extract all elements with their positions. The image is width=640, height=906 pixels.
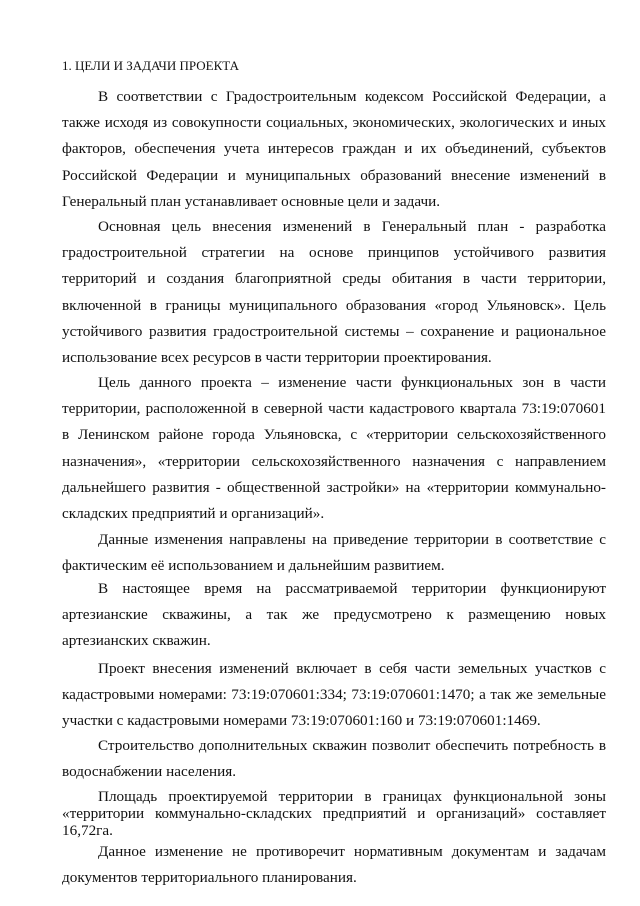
paragraph-changes-purpose: Данные изменения направлены на приведение территории в соответствие с фактическим её использованием и дальнейшим развитием. — [62, 531, 606, 575]
paragraph-water-supply: Строительство дополнительных скважин позволит обеспечить потребность в водоснабжении населения. — [62, 737, 606, 781]
paragraph-project-goal: Цель данного проекта – изменение части функциональных зон в части территории, расположенной в северной части кадастрового квартала 73:19:070601 в Ленинском районе города Ульяновска, с «территории сельскохозяйственного назначения», «территории сельскохозяйственного назначения с направлением дальнейшего развития - общественной застройки» на «территории коммунально-складских предприятий и организаций». — [62, 374, 606, 523]
paragraph-legal-basis: В соответствии с Градостроительным кодексом Российской Федерации, а также исходя из совокупности социальных, экономических, экологических и иных факторов, обеспечения учета интересов граждан и их объединений, субъектов Российской Федерации и муниципальных образований внесение изменений в Генеральный план устанавливает основные цели и задачи. — [62, 88, 606, 210]
paragraph-area: Площадь проектируемой территории в границах функциональной зоны «территории коммунально-складских предприятий и организаций» составляет 16,72га. — [62, 788, 606, 839]
paragraph-land-plots: Проект внесения изменений включает в себя части земельных участков с кадастровыми номерами: 73:19:070601:334; 73:19:070601:1470; а так же земельные участки с кадастровыми номерами 73:19:070601:160 и 73:19:070601:1469. — [62, 660, 606, 730]
paragraph-main-goal: Основная цель внесения изменений в Генеральный план - разработка градостроительной стратегии на основе принципов устойчивого развития территорий и создания благоприятной среды обитания в части территории, включенной в границы муниципального образования «город Ульяновск». Цель устойчивого развития градостроительной системы – сохранение и рациональное использование всех ресурсов в части территории проектирования. — [62, 218, 606, 367]
section-heading: 1. ЦЕЛИ И ЗАДАЧИ ПРОЕКТА — [62, 58, 239, 73]
paragraph-compliance: Данное изменение не противоречит нормативным документам и задачам документов территориального планирования. — [62, 843, 606, 887]
paragraph-artesian-wells: В настоящее время на рассматриваемой территории функционируют артезианские скважины, а так же предусмотрено к размещению новых артезианских скважин. — [62, 580, 606, 650]
